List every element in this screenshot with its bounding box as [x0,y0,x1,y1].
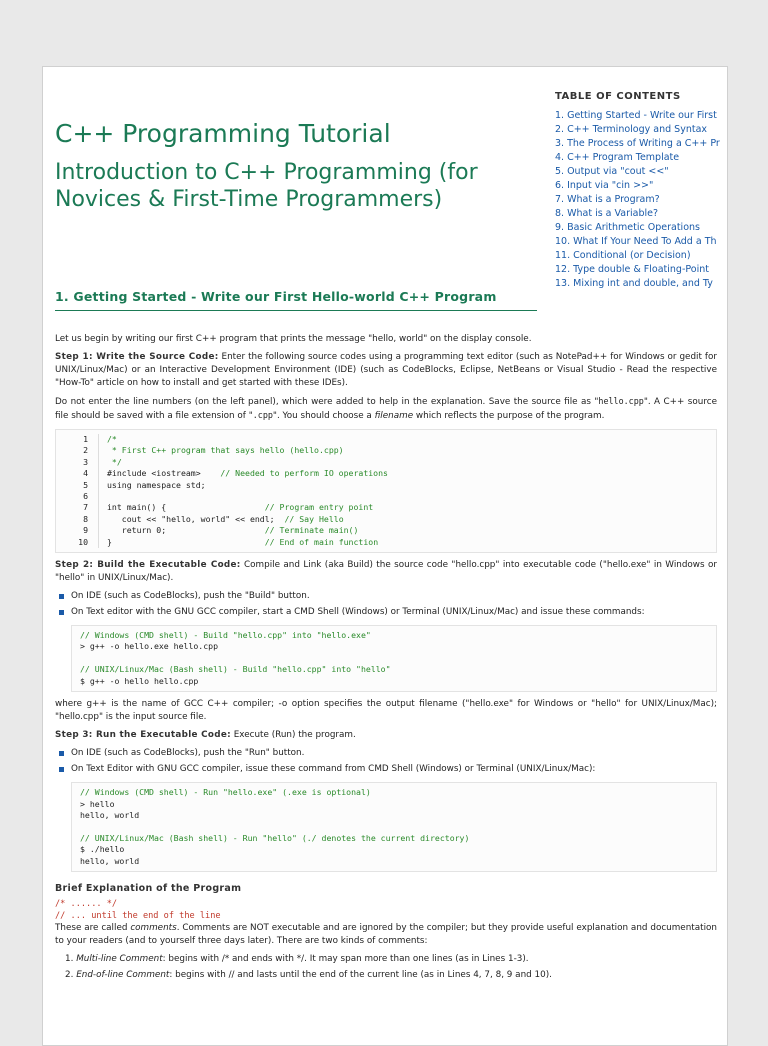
code-line: // UNIX/Linux/Mac (Bash shell) - Build "hello.cpp" into "hello" [80,664,391,675]
code-comment: // Say Hello [284,513,344,524]
code-comment: // End of main function [264,536,379,547]
eol-comment-term: End-of-line Comment [76,969,170,980]
code-line [107,468,388,479]
code-line [107,457,388,468]
step3-text: Execute (Run) the program. [230,730,356,741]
code-comment: /* [107,434,117,444]
list-item: On IDE (such as CodeBlocks), push the "Run" button. [55,747,717,760]
build-commands-code-block[interactable] [71,625,717,692]
save-file-paragraph [55,395,717,423]
code-line [80,821,708,832]
toc-title: TABLE OF CONTENTS [555,91,681,102]
list-item: On Text editor with the GNU GCC compiler, start a CMD Shell (Windows) or Terminal (UNIX/Linux/Mac) and issue these commands: [55,606,717,619]
step1-label: Step 1: Write the Source Code: [55,352,219,362]
toc-link-2[interactable]: 2. C++ Terminology and Syntax [555,124,708,135]
save-text-italic: filename [374,411,414,421]
toc-link-11[interactable]: 11. Conditional (or Decision) [555,250,691,261]
page-subtitle: Introduction to C++ Programming (for Novices & First-Time Programmers) [55,160,478,212]
code-comment: // Terminate main() [264,525,359,536]
code-text: cout << "hello, world" << endl; [107,513,285,524]
run-commands-code-block[interactable] [71,782,717,872]
save-text-d: which reflects the purpose of the program. [413,411,605,421]
article-body [55,333,717,985]
code-line: $ g++ -o hello hello.cpp [80,675,199,686]
source-code [107,434,388,548]
code-line [107,514,388,525]
code-text: int main() { [107,502,265,513]
line-numbers: 1 2 3 4 5 6 7 8 9 10 [64,434,99,548]
save-text-a: Do not enter the line numbers (on the left panel), which were added to help in the explanation. Save the source file as " [55,397,599,407]
step3-label: Step 3: Run the Executable Code: [55,730,231,741]
code-comment: * First C++ program that says hello (hello.cpp) [107,445,344,456]
code-line: hello, world [80,809,140,820]
code-line: > hello [80,798,115,809]
step1-text: Enter the following source codes using a programming text editor (such as NotePad++ for Windows or gedit for UNIX/Linux/Mac) or an Interactive Development Environment (IDE) (such as CodeBlocks, Eclipse, NetBeans or Visual Studio - Read the respective "How-To" article on how to install and get started with these IDEs). [55,352,717,388]
inline-code-filename: hello.cpp [598,396,644,406]
table-of-contents [555,91,735,291]
code-line: // Windows (CMD shell) - Run "hello.exe" (.exe is optional) [80,787,371,798]
toc-list [555,109,735,291]
document-page [42,66,728,1046]
code-line [107,525,388,536]
list-item: 2. End-of-line Comment: begins with // and lasts until the end of the current line (as in Lines 4, 7, 8, 9 and 10). [65,969,552,980]
toc-link-13[interactable]: 13. Mixing int and double, and Ty [555,278,713,289]
step2-paragraph [55,559,717,585]
list-item: 1. Multi-line Comment: begins with /* and ends with */. It may span more than one lines (as in Lines 1-3). [65,953,529,964]
code-text: } [107,536,265,547]
toc-link-12[interactable]: 12. Type double & Floating-Point [555,264,709,275]
code-text: using namespace std; [107,479,206,490]
toc-link-1[interactable]: 1. Getting Started - Write our First [555,110,717,121]
code-line [80,653,708,664]
inline-code-ext: .cpp [252,410,273,420]
page-title: C++ Programming Tutorial [55,119,391,148]
code-comment: // Needed to perform IO operations [220,468,388,479]
eol-comment-desc: : begins with // and lasts until the end of the current line (as in Lines 4, 7, 8, 9 and 10). [169,969,552,980]
save-text-b: ". A C++ source file should be saved with a file extension of " [55,397,717,421]
step2-text: Compile and Link (aka Build) the source code "hello.cpp" into executable code ("hello.exe" in Windows or "hello" in UNIX/Linux/Mac). [55,560,717,584]
step2-label: Step 2: Build the Executable Code: [55,560,241,571]
toc-link-4[interactable]: 4. C++ Program Template [555,152,680,163]
code-line: hello, world [80,855,140,866]
code-line [107,445,388,456]
code-line [107,480,388,491]
multiline-comment-desc: : begins with /* and ends with */. It may span more than one lines (as in Lines 1-3). [162,953,529,964]
code-line: > g++ -o hello.exe hello.cpp [80,641,219,652]
comments-paragraph [55,922,717,948]
multiline-comment-term: Multi-line Comment [76,953,163,964]
code-line [107,537,388,548]
code-text: #include <iostream> [107,468,221,479]
toc-link-8[interactable]: 8. What is a Variable? [555,208,659,219]
brief-explanation-heading: Brief Explanation of the Program [55,882,242,894]
code-text: return 0; [107,525,265,536]
code-comment: // Program entry point [264,502,374,513]
toc-link-6[interactable]: 6. Input via "cin >>" [555,180,654,191]
save-text-c: ". You should choose a [272,411,375,421]
comments-text-a: These are called [55,922,131,933]
code-comment: */ [107,456,122,467]
comments-italic: comments [130,922,177,933]
toc-link-3[interactable]: 3. The Process of Writing a C++ Pr [555,138,720,149]
comment-syntax: /* ...... */ // ... until the end of the line [55,898,221,921]
compiler-explanation: where g++ is the name of GCC C++ compiler; -o option specifies the output filename ("hello.exe" for Windows or "hello" for UNIX/Linux/Mac); "hello.cpp" is the input source file. [55,699,717,723]
hello-cpp-code-block[interactable] [55,429,717,553]
list-item: On IDE (such as CodeBlocks), push the "Build" button. [55,590,717,603]
section-heading-getting-started: 1. Getting Started - Write our First Hello-world C++ Program [55,289,537,311]
toc-link-7[interactable]: 7. What is a Program? [555,194,660,205]
toc-link-9[interactable]: 9. Basic Arithmetic Operations [555,222,700,233]
comments-text-b: . Comments are NOT executable and are ignored by the compiler; but they provide useful explanation and documentation to your readers (and to yourself three days later). There are two kinds of comments: [55,922,717,946]
toc-link-10[interactable]: 10. What If Your Need To Add a Th [555,236,717,247]
code-line: $ ./hello [80,844,125,855]
toc-link-5[interactable]: 5. Output via "cout <<" [555,166,669,177]
list-item: On Text Editor with GNU GCC compiler, issue these command from CMD Shell (Windows) or Terminal (UNIX/Linux/Mac): [55,763,717,776]
step3-paragraph [55,729,717,742]
code-line [107,434,388,445]
code-line [107,491,388,502]
intro-paragraph: Let us begin by writing our first C++ program that prints the message "hello, world" on the display console. [55,334,532,344]
code-line: // Windows (CMD shell) - Build "hello.cpp" into "hello.exe" [80,630,371,641]
code-line: // UNIX/Linux/Mac (Bash shell) - Run "hello" (./ denotes the current directory) [80,832,470,843]
step1-paragraph [55,351,717,390]
code-line [107,502,388,513]
